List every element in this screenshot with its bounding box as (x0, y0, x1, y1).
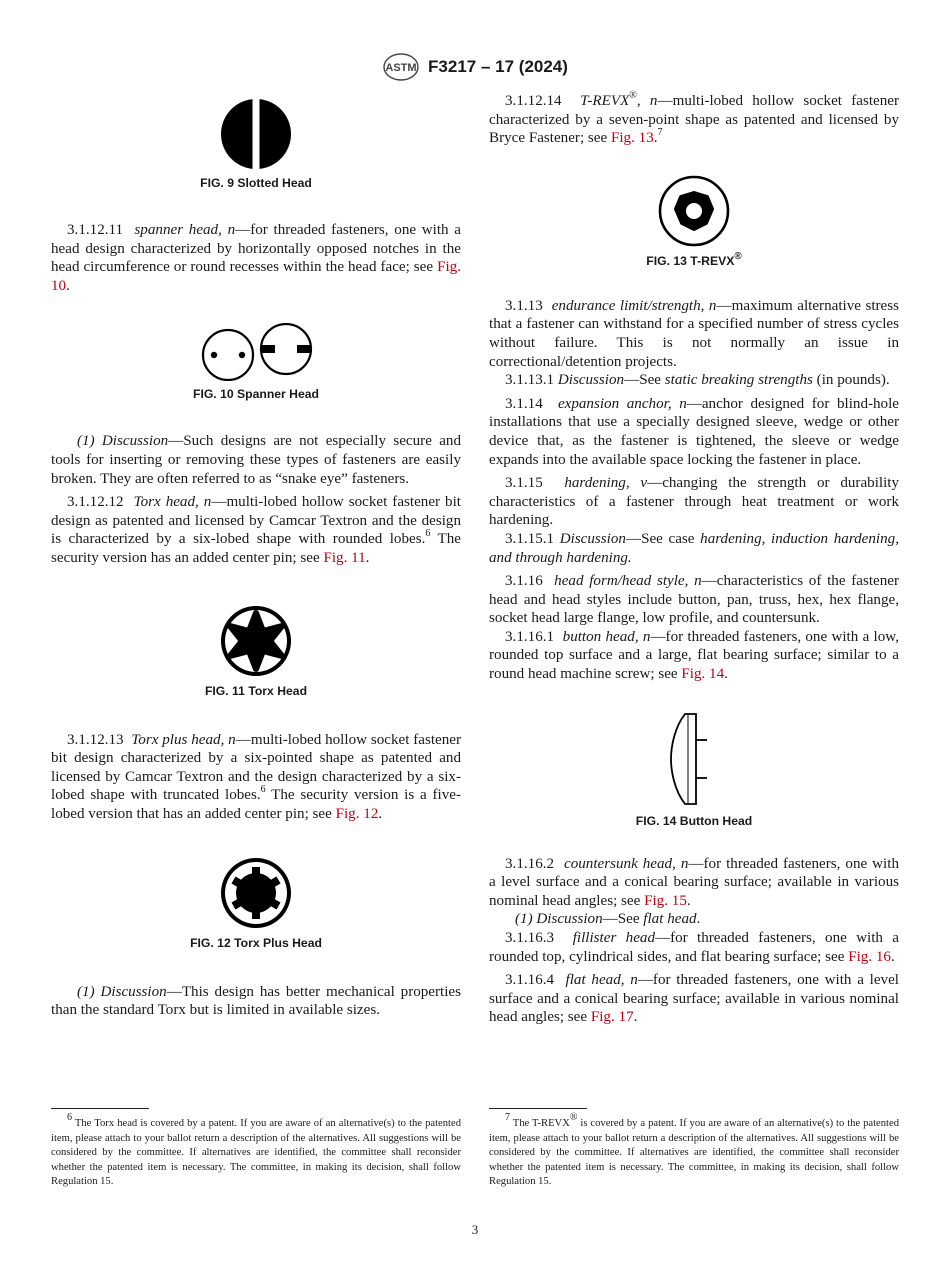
paragraph-3-1-14: 3.1.14 expansion anchor, n—anchor designed for blind-hole installations that use a specially designed sleeve, wedge or other device that, as the fastener is tightened, the sleeve or wedge expands into the available space locking the fastener in place. (489, 395, 900, 468)
figure-12 (51, 856, 461, 951)
figure-11-caption: FIG. 11 Torx Head (204, 683, 308, 698)
paragraph-3-1-15-1: 3.1.15.1 Discussion—See case hardening, induction hardening, and through hardening. (489, 530, 899, 566)
fig-14-link[interactable]: Fig. 14 (681, 666, 725, 683)
document-id: F3217 – 17 (2024) (428, 57, 568, 76)
paragraph-3-1-16-3: 3.1.16.3 fillister head—for threaded fasteners, one with a rounded top, cylindrical sides, and flat bearing surface; see Fig. 16. (489, 930, 900, 965)
fig-10-link[interactable]: Fig. 10 (51, 259, 461, 294)
paragraph-discussion-torx-plus: (1) Discussion—This design has better mechanical properties than the standard Torx but is limited in available sizes. (51, 983, 461, 1019)
fig-15-link[interactable]: Fig. 15 (644, 892, 687, 909)
paragraph-3-1-16: 3.1.16 head form/head style, n—characteristics of the fastener head and head styles include button, pan, truss, hex, hex flange, socket head large flange, low profile, and countersunk. (489, 573, 899, 627)
footnote-divider (489, 1108, 587, 1109)
page-header (0, 52, 950, 82)
paragraph-3-1-12-14: 3.1.12.14 T-REVX®, n—multi-lobed hollow socket fastener characterized by a seven-point shape as patented and licensed by Bryce Fastener; see Fig. 13.$^7$ (489, 89, 900, 147)
fig-11-link[interactable]: Fig. 11 (323, 549, 366, 566)
paragraph-3-1-16-1: 3.1.16.1 button head, n—for threaded fasteners, one with a low, rounded top surface and a large, flat bearing surface; similar to a round head machine screw; see Fig. 14. (489, 628, 899, 683)
footnote-6-text: $^6$ The Torx head is covered by a patent. If you are aware of an alternative(s) to the patented item, please attach to your ballot return a description of the alternatives. All suggestions will be considered by the committee. If alternatives are identified, the committee shall reconsider whether the patented item is necessary. The committee, in making its decision, shall follow Regulation 15. (51, 1112, 461, 1188)
paragraph-3-1-15: 3.1.15 hardening, v—changing the strength or durability characteristics of a fastener through heat treatment or work hardening. (489, 475, 900, 529)
figure-13 (489, 174, 899, 269)
page-number: 3 (471, 1222, 479, 1237)
slotted-head-icon (220, 98, 292, 170)
footnote-divider (51, 1108, 149, 1109)
left-column (51, 92, 461, 1020)
figure-9-caption: FIG. 9 Slotted Head (200, 176, 312, 190)
paragraph-3-1-12-11: 3.1.12.11 spanner head, n—for threaded fasteners, one with a head design characterized by horizontally opposed notches in the head circumference or round recesses within the head face; see Fig. 10. (51, 222, 461, 294)
fig-17-link[interactable]: Fig. 17 (590, 1009, 634, 1026)
footnote-6 (51, 1108, 461, 1190)
figure-10 (51, 323, 461, 402)
figure-14 (489, 710, 899, 829)
torx-plus-head-icon (219, 856, 293, 930)
spanner-head-icon (198, 323, 314, 381)
figure-14-caption: FIG. 14 Button Head (635, 813, 753, 828)
footnote-7 (489, 1108, 899, 1190)
paragraph-3-1-12-13: 3.1.12.13 Torx plus head, n—multi-lobed hollow socket fastener bit design characterized by a six-pointed shape as patented and licensed by Camcar Textron and the design characterized by a six-lobed shape with truncated lobes.$^6$ The security version is a five-lobed version that has an added center pin; see Fig. 12. (51, 731, 461, 822)
svg-text:ASTM: ASTM (385, 62, 417, 74)
torx-head-icon (219, 604, 293, 678)
right-column (489, 89, 900, 1027)
fig-12-link[interactable]: Fig. 12 (335, 805, 379, 822)
fig-13-link[interactable]: Fig. 13 (610, 130, 654, 147)
figure-9 (51, 98, 461, 191)
paragraph-3-1-16-2: 3.1.16.2 countersunk head, n—for threaded fasteners, one with a level surface and a conical bearing surface; available in various nominal head angles; see Fig. 15. (489, 855, 899, 909)
paragraph-3-1-16-4: 3.1.16.4 flat head, n—for threaded fasteners, one with a level surface and a conical bearing surface; available in various nominal head angles; see Fig. 17. (489, 972, 899, 1026)
figure-12-caption: FIG. 12 Torx Plus Head (190, 935, 322, 950)
paragraph-3-1-13-1: 3.1.13.1 Discussion—See static breaking strengths (in pounds). (505, 372, 890, 389)
button-head-icon (669, 710, 719, 808)
paragraph-discussion-countersunk: (1) Discussion—See flat head. (515, 911, 701, 928)
paragraph-3-1-12-12: 3.1.12.12 Torx head, n—multi-lobed hollow socket fastener bit design as patented and licensed by Camcar Textron and the design is characterized by a six-lobed shape with rounded lobes.$^6$ The security version has an added center pin; see Fig. 11. (51, 494, 462, 566)
t-revx-head-icon (657, 174, 731, 248)
paragraph-3-1-13: 3.1.13 endurance limit/strength, n—maximum alternative stress that a fastener can withstand for a specified number of stress cycles without failure. This is not normally an issue in correctional/detention projects. (489, 297, 899, 370)
astm-logo-icon (382, 52, 420, 82)
fig-16-link[interactable]: Fig. 16 (848, 948, 891, 965)
figure-10-caption: FIG. 10 Spanner Head (193, 387, 319, 402)
figure-11 (51, 604, 461, 699)
paragraph-discussion-spanner: (1) Discussion—Such designs are not especially secure and tools for inserting or removing these types of fasteners are easily broken. They are often referred to as “snake eye” fasteners. (51, 433, 461, 487)
footnote-7-text: $^7$ The T-REVX® is covered by a patent. If you are aware of an alternative(s) to the patented item, please attach to your ballot return a description of the alternatives. All suggestions will be considered by the committee. If alternatives are identified, the committee shall reconsider whether the patented item is necessary. The committee, in making its decision, shall follow Regulation 15. (489, 1112, 899, 1188)
figure-13-caption: FIG. 13 T-REVX® (646, 250, 742, 268)
